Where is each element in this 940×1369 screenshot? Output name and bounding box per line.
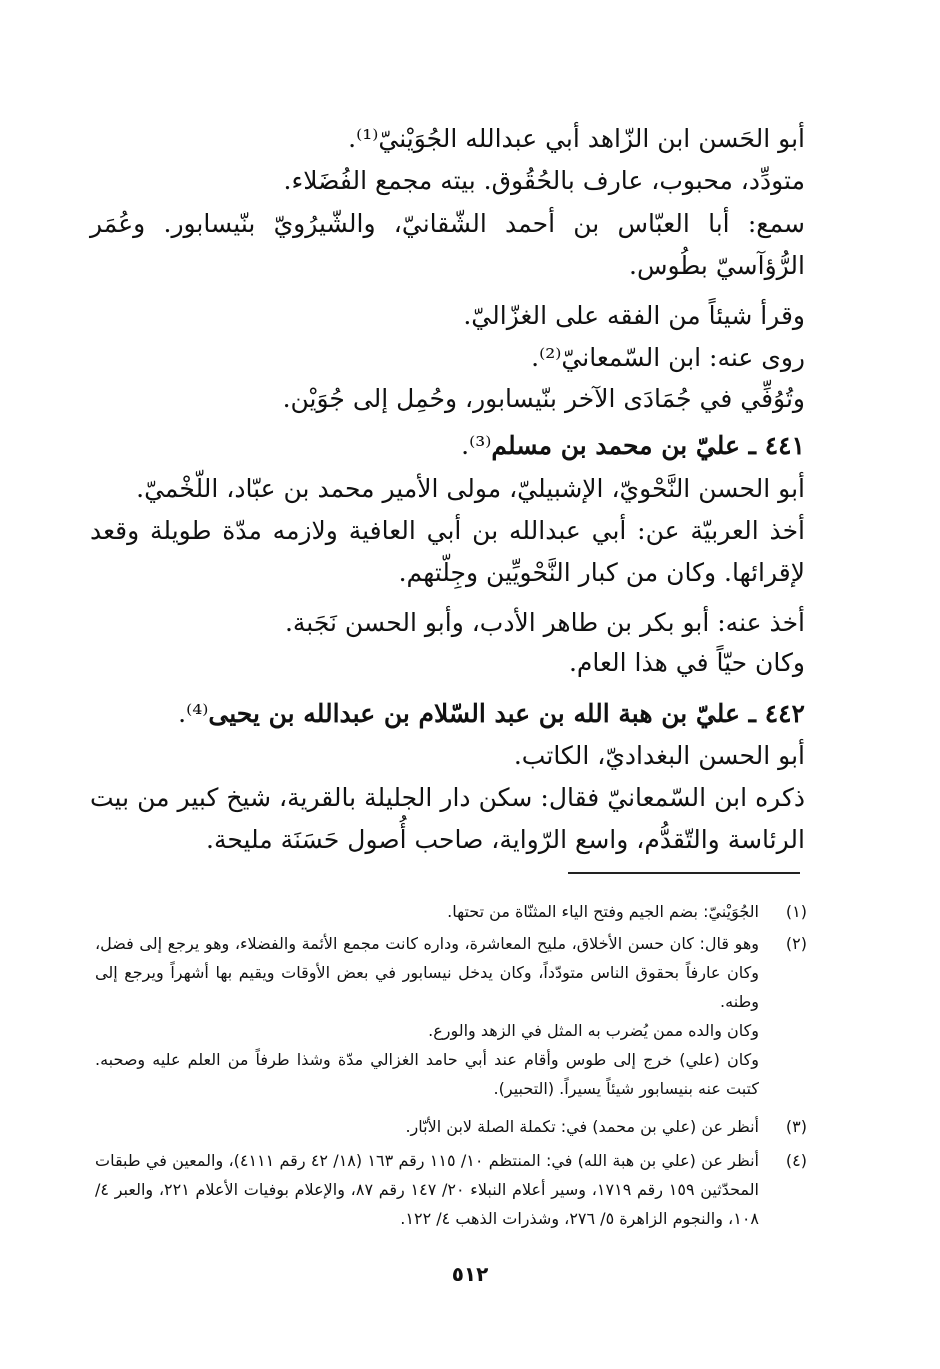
body-line-4: وقرأ شيئاً من الفقه على الغزّاليّ.	[463, 301, 805, 330]
footnote-2	[95, 929, 807, 1103]
entry-441-note-ref: ⁽³⁾.	[461, 431, 492, 460]
body-line-6: وتُوُفِّي في جُمَادَى الآخر بنّيسابور، وحُمِل إلى جُوَيْن.	[282, 384, 805, 413]
footnote-4-text: أنظر عن (علي بن هبة الله) في: المنتظم ١٠/ ١١٥ رقم ١٦٣ (١٨/ ٤٢ رقم ٤١١١)، والمعين في طبقات المحدّثين ١٥٩ رقم ١٧١٩، وسير أعلام النبلاء ٢٠/ ١٤٧ رقم ٨٧، والإعلام بوفيات الأعلام ٢٢١، والعبر ٤/ ١٠٨، والنجوم الزاهرة ٥/ ٢٧٦، وشذرات الذهب ٤/ ١٢٢.	[95, 1151, 760, 1228]
body-line-1: أبو الحَسن ابن الزّاهد أبي عبدالله الجُوَيْنيّ⁽¹⁾.	[348, 124, 805, 153]
footnote-4-number: (٤)	[785, 1151, 807, 1170]
entry-442-heading: ٤٤٢ ـ عليّ بن هبة الله بن عبد السّلام بن عبدالله بن يحيى	[208, 699, 805, 728]
footnote-3-text: أنظر عن (علي بن محمد) في: تكملة الصلة لابن الأبّار.	[405, 1117, 759, 1136]
entry-441-line-1: أبو الحسن النَّحْويّ، الإشبيليّ، مولى الأمير محمد بن عبّاد، اللّخْميّ.	[136, 474, 805, 503]
entry-442-heading-row	[90, 693, 805, 735]
page-number: ٥١٢	[451, 1262, 489, 1286]
footnote-separator	[568, 872, 800, 874]
footnote-4	[95, 1146, 807, 1233]
entry-441-line-2: أخذ العربيّة عن: أبي عبدالله بن أبي العافية ولازمه مدّة طويلة وقعد لإقرائها. وكان من كبار النَّحْويِّين وجِلّتهم.	[90, 516, 805, 587]
footnote-1	[95, 897, 807, 926]
entry-441-heading-row	[90, 425, 805, 467]
entry-441-heading: ٤٤١ ـ عليّ بن محمد بن مسلم	[491, 431, 805, 460]
footnote-2-number: (٢)	[785, 934, 807, 953]
body-line-5: روى عنه: ابن السّمعانيّ⁽²⁾.	[531, 343, 805, 372]
entry-442-line-1: أبو الحسن البغداديّ، الكاتب.	[513, 741, 805, 770]
entry-442-line-2: ذكره ابن السّمعانيّ فقال: سكن دار الجليلة بالقرية، شيخ كبير من بيت الرئاسة والتّقدُّم، واسع الرّواية، صاحب أُصول حَسَنَة مليحة.	[90, 783, 805, 854]
footnote-2-text-3: وكان (علي) خرج إلى طوس وأقام عند أبي حامد الغزالي مدّة وشذا طرفاً من العلم عليه وصحبه. كتبت عنه بنيسابور شيئاً يسيراً. (التحبير).	[95, 1050, 759, 1098]
footnote-2-text-2: وكان والده ممن يُضرب به المثل في الزهد والورع.	[428, 1021, 759, 1040]
footnote-3-number: (٣)	[785, 1117, 807, 1136]
footnote-2-text-1: وهو قال: كان حسن الأخلاق، مليح المعاشرة، وداره كانت مجمع الأئمة والفضلاء، وهو يرجع إلى فضل، وكان عارفاً بحقوق الناس متودّداً، وكان يدخل نيسابور في بعض الأوقات ويقيم بها أشهراً ويرجع إلى وطنه.	[95, 934, 759, 1011]
body-line-2: متودِّد، محبوب، عارف بالحُقُوق. بيته مجمع الفُضَلاء.	[283, 166, 805, 195]
entry-441-line-3: أخذ عنه: أبو بكر بن طاهر الأدب، وأبو الحسن نَجَبة.	[284, 608, 805, 637]
entry-441-line-4: وكان حيّاً في هذا العام.	[568, 648, 805, 677]
footnote-3	[95, 1112, 807, 1141]
footnote-1-text: الجُوَيْنيّ: بضم الجيم وفتح الياء المثنّاة من تحتها.	[447, 902, 759, 921]
body-line-3: سمع: أبا العبّاس بن أحمد الشّقانيّ، والشّيرُويّ بنّيسابور. وعُمَر الرُّؤآسيّ بطُوس.	[90, 209, 805, 280]
entry-442-note-ref: ⁽⁴⁾.	[178, 699, 209, 728]
footnote-1-number: (١)	[785, 902, 807, 921]
